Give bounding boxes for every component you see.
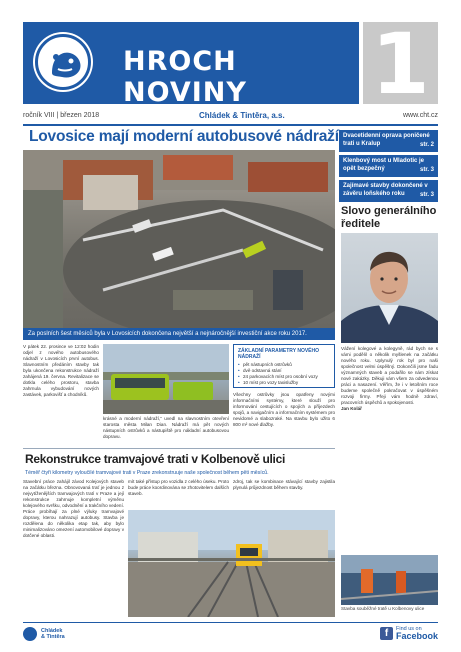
teaser-page: str. 2 [419,141,434,148]
facebook-link[interactable] [380,626,438,640]
parameters-list [238,362,330,386]
facebook-text [396,626,438,640]
tram-side-photo-caption: Stavba souběžné tratě u Kolbenovy ulice [341,606,425,611]
parameter-item: • pět nástupních ostrůvků [238,362,330,368]
station-parameters-box [233,344,335,388]
issue-number: 1 [371,15,430,113]
teaser-item[interactable] [339,130,438,152]
article-separator [23,448,335,449]
edition-text: ročník VIII | březen 2018 [23,112,100,119]
teaser-page: str. 3 [419,166,434,173]
footer-brand-line2: & Tintěra [41,634,65,640]
teaser-text: Zajímavé stavby dokončené v závěru loňského roku [343,183,428,197]
parameter-item: • 10 míst pro vozy taxislužby [238,380,330,386]
editorial-title: Slovo generálního ředitele [341,205,437,230]
director-portrait [341,233,438,343]
editorial-body [341,346,438,552]
tram-side-photo [341,555,438,605]
footer-brand-line1: Chládek [41,627,63,634]
lead-photo-caption: Za poslních šest měsíců byla v Lovosicích dokončena největší a nejnáročnější investiční akce roku 2017. [23,328,335,340]
parameter-item: • 24 parkovacích míst pro osobní vozy [238,374,330,380]
website-link[interactable]: www.cht.cz [402,112,438,119]
tram-headline: Rekonstrukce tramvajové trati v Kolbenově ulici [25,452,285,466]
footer-rule [23,622,438,623]
footer-brand[interactable] [23,627,65,641]
tram-column-3: zdroj, tak se kombinace stávající stavby zajistila plynulá průjezdnost během stavby. [233,479,335,490]
teaser-item[interactable] [339,155,438,177]
facebook-icon: f [380,627,393,640]
parameter-item: • dvě odstavná stání [238,368,330,374]
masthead-rule [23,124,438,126]
teaser-page: str. 3 [419,191,434,198]
masthead-title: HROCH NOVINY [123,46,247,108]
hippo-logo-icon [35,34,91,90]
parameters-title: ZÁKLADNÍ PARAMETRY NOVÉHO NÁDRAŽÍ [238,348,320,360]
teaser-text: Klenbový most u Mladotic je opět bezpečný [343,158,425,172]
teaser-item[interactable] [339,180,438,202]
tram-column-2: mít také přístup pro vozidla z celého úseku. Proto bude práce koordinována se zhotovitelem dalších staveb. [128,479,229,496]
issue-number-block [363,15,438,113]
masthead-infobar [23,110,438,124]
lead-column-1: V pátek 22. prosince ve 12:02 hodin odjel z nového autobusového nádraží v Lovosicích první autobus. Slavnostním předáním stavby tak byla ukončena rekonstrukce nádraží zahájená 19. června. Revitalizace se dotkla celého prostoru, stavba zahrnula vybudování nových zastávek, parkovišť a chodníků. [23,344,99,397]
company-logo-icon [23,627,37,641]
bus-station-aerial-photo [23,150,335,328]
teaser-text: Dvacetidenní oprava poničené trati u Kralup [343,133,430,147]
lead-headline: Lovosice mají moderní autobusové nádraží [29,128,339,145]
editorial-signature: Jan Kolář [341,406,362,411]
tram-lead: Téměř čtyři kilometry vyloučilé tramvajové trati v Praze zrekonstruuje naše společnost během pěti měsíců. [25,470,269,476]
lead-column-2: krásné a moderní nádraží,“ uvedl na slavnostním otevření starosta města Milan Dian. Nádraží má pět nových nástupních ostrůvků a nástupiště pro nákladní autobusovou dopravu. [103,416,229,439]
lead-column-3: Všechny ostrůvky jsou opatřeny novými informačními systémy, které slouží pro informování cestujících o spojích a příjezdech spojů, a navigačním a informačním systémem pro nevidomé a slabozraké. Na stavbu bylo užito 6 800 m² nové dlažby. [233,392,335,427]
tram-track-photo [128,510,335,617]
bus-photo [103,344,229,414]
facebook-label: Facebook [395,631,438,641]
editorial-body-text: Vážení kolegové a kolegyně, rád bych se s vámi podělil o několik myšlenek na začátku nového roku. Uplynulý rok byl pro naši společnost velmi úspěšný. Dokončili jsme řadu významných staveb a podařilo se nám získat nové zakázky. Děkuji vám všem za odvedenou práci a nasazení. Věřím, že i v letošním roce budeme společně pokračovat v úspěšném rozvoji firmy. Přeji vám hodně zdraví, pracovních úspěchů a spokojenosti. [341,346,438,405]
tram-column-1: Stavební práce zahájil závod Kolejových staveb na začátku března. Obnovovaná trať je jednou z nejvytíženějších tramvajových tratí v Praze a její rekonstrukce zahrnuje kompletní výměnu kolejového svršku, odvodnění a trakčního vedení. Práce probíhají za plné výluky tramvajové dopravy, kterou nahrazují autobusy. Stavba je rozdělena do několika etap tak, aby bylo minimalizováno omezení automobilové dopravy v dotčené oblasti. [23,479,124,538]
masthead-banner [23,22,359,108]
teaser-list [339,130,438,205]
footer-brand-text [41,628,65,641]
publisher-name: Chládek & Tintěra, a.s. [199,111,285,120]
facebook-find-us: Find us on [395,626,422,632]
